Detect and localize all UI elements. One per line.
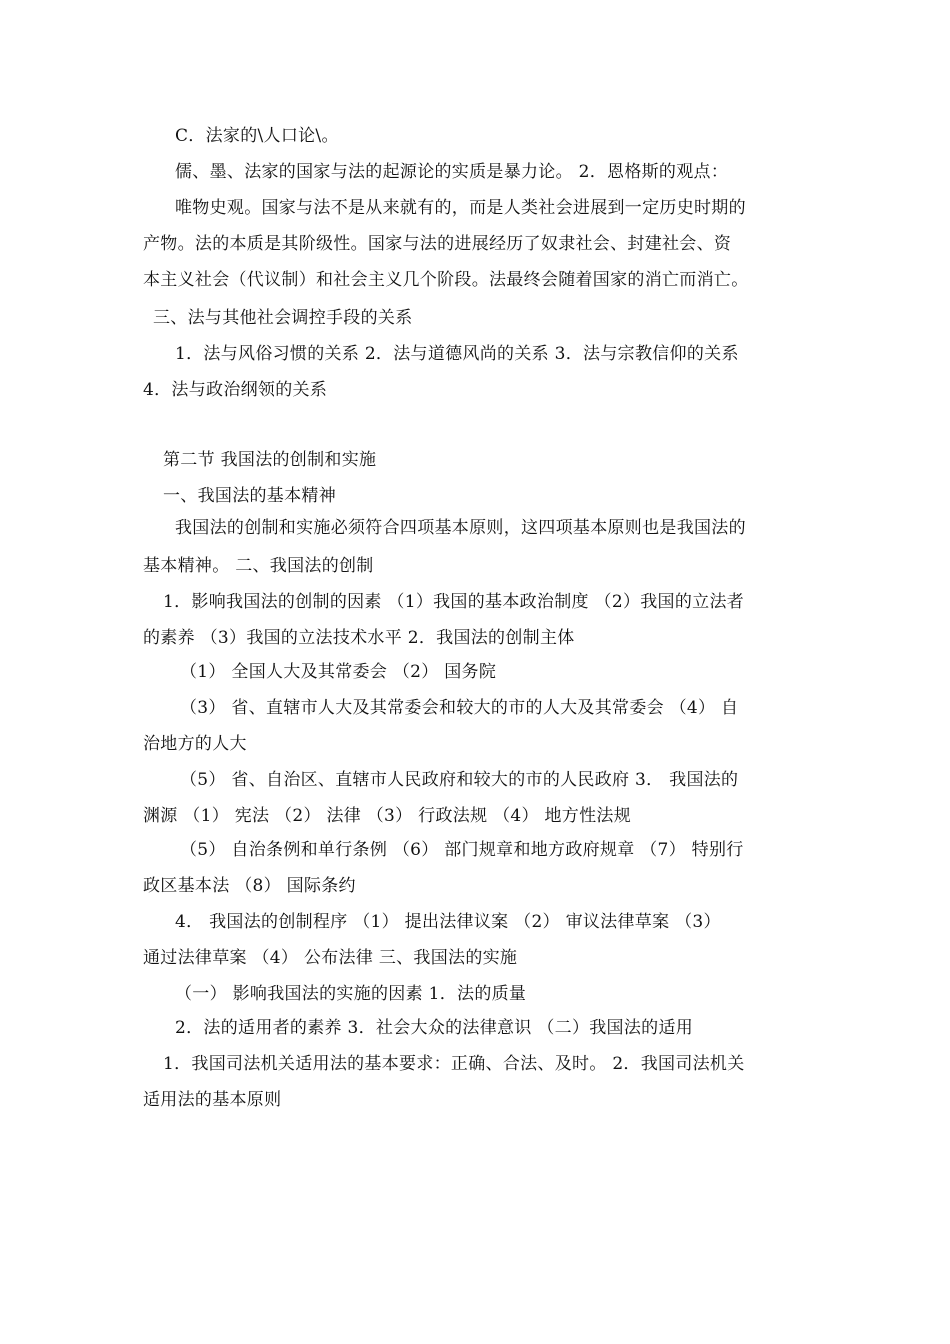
text-line: 1．影响我国法的创制的因素 （1）我国的基本政治制度 （2）我国的立法者: [163, 592, 745, 612]
text-line: （5） 自治条例和单行条例 （6） 部门规章和地方政府规章 （7） 特别行: [180, 840, 744, 860]
text-line: 2．法的适用者的素养 3．社会大众的法律意识 （二）我国法的适用: [175, 1018, 694, 1038]
text-line: 通过法律草案 （4） 公布法律 三、我国法的实施: [143, 948, 518, 968]
text-line: 渊源 （1） 宪法 （2） 法律 （3） 行政法规 （4） 地方性法规: [143, 806, 631, 826]
text-line: 1．我国司法机关适用法的基本要求：正确、合法、及时。 2．我国司法机关: [163, 1054, 745, 1074]
text-line: 唯物史观。国家与法不是从来就有的，而是人类社会进展到一定历史时期的: [175, 198, 746, 218]
text-line: 4．法与政治纲领的关系: [143, 380, 328, 400]
section-heading: 三、法与其他社会调控手段的关系: [153, 308, 413, 328]
section-heading: 一、我国法的基本精神: [163, 486, 336, 506]
text-line: 我国法的创制和实施必须符合四项基本原则，这四项基本原则也是我国法的: [175, 518, 746, 538]
text-line: （3） 省、直辖市人大及其常委会和较大的市的人大及其常委会 （4） 自: [180, 698, 739, 718]
text-line: 儒、墨、法家的国家与法的起源论的实质是暴力论。 2．恩格斯的观点：: [175, 162, 729, 182]
text-line: 的素养 （3）我国的立法技术水平 2．我国法的创制主体: [143, 628, 575, 648]
text-line: 产物。法的本质是其阶级性。国家与法的进展经历了奴隶社会、封建社会、资: [143, 234, 732, 254]
text-line: （5） 省、自治区、直辖市人民政府和较大的市的人民政府 3． 我国法的: [180, 770, 739, 790]
text-line: C．法家的\人口论\。: [175, 126, 339, 146]
text-line: （1） 全国人大及其常委会 （2） 国务院: [180, 662, 497, 682]
text-line: 1．法与风俗习惯的关系 2．法与道德风尚的关系 3．法与宗教信仰的关系: [175, 344, 739, 364]
text-line: 本主义社会（代议制）和社会主义几个阶段。法最终会随着国家的消亡而消亡。: [143, 270, 749, 290]
text-line: 适用法的基本原则: [143, 1090, 282, 1110]
text-line: 治地方的人大: [143, 734, 247, 754]
chapter-heading: 第二节 我国法的创制和实施: [163, 450, 377, 470]
text-line: （一） 影响我国法的实施的因素 1．法的质量: [175, 984, 527, 1004]
text-line: 4． 我国法的创制程序 （1） 提出法律议案 （2） 审议法律草案 （3）: [175, 912, 721, 932]
text-line: 基本精神。 二、我国法的创制: [143, 556, 374, 576]
text-line: 政区基本法 （8） 国际条约: [143, 876, 356, 896]
